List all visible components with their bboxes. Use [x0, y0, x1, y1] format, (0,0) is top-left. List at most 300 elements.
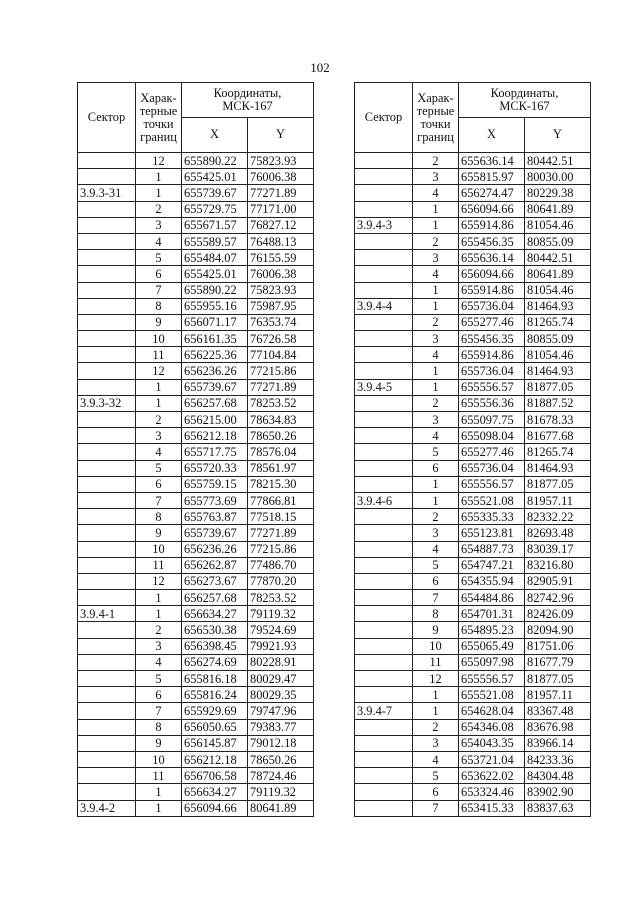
y-coordinate-cell: 80029.47	[248, 671, 314, 687]
table-row	[78, 476, 314, 492]
coordinates-header: Координаты, МСК-167	[459, 83, 591, 118]
y-coordinate-cell: 78724.46	[248, 768, 314, 784]
coordinates-header: Координаты, МСК-167	[182, 83, 314, 118]
table-row	[78, 169, 314, 185]
point-number-cell: 4	[413, 751, 459, 767]
x-coordinate-cell: 655521.08	[459, 492, 525, 508]
point-number-cell: 5	[413, 557, 459, 573]
x-coordinate-cell: 656236.26	[182, 541, 248, 557]
sector-cell	[78, 784, 136, 800]
y-coordinate-cell: 78650.26	[248, 751, 314, 767]
x-coordinate-cell: 655914.86	[459, 347, 525, 363]
y-coordinate-cell: 80641.89	[525, 266, 591, 282]
point-number-cell: 5	[136, 460, 182, 476]
table-row	[78, 217, 314, 233]
y-coordinate-cell: 83216.80	[525, 557, 591, 573]
y-coordinate-cell: 77215.86	[248, 541, 314, 557]
sector-cell	[78, 541, 136, 557]
table-row	[355, 444, 591, 460]
point-number-cell: 1	[136, 784, 182, 800]
x-coordinate-cell: 655556.57	[459, 379, 525, 395]
table-row	[355, 622, 591, 638]
y-coordinate-cell: 81877.05	[525, 671, 591, 687]
table-row	[355, 217, 591, 233]
point-number-cell: 9	[136, 314, 182, 330]
y-coordinate-cell: 81957.11	[525, 492, 591, 508]
table-row	[355, 298, 591, 314]
sector-cell: 3.9.3-31	[78, 185, 136, 201]
table-row	[355, 573, 591, 589]
point-number-cell: 9	[136, 525, 182, 541]
x-coordinate-cell: 655097.98	[459, 654, 525, 670]
table-row	[78, 233, 314, 249]
y-coordinate-cell: 77104.84	[248, 347, 314, 363]
table-row	[78, 428, 314, 444]
x-coordinate-cell: 655890.22	[182, 282, 248, 298]
sector-cell	[78, 590, 136, 606]
x-coordinate-cell: 656212.18	[182, 751, 248, 767]
sector-cell	[355, 687, 413, 703]
point-number-cell: 4	[413, 347, 459, 363]
table-row	[78, 509, 314, 525]
x-coordinate-cell: 655636.14	[459, 153, 525, 169]
y-coordinate-cell: 78576.04	[248, 444, 314, 460]
page-number: 102	[310, 60, 330, 75]
sector-cell	[355, 622, 413, 638]
point-number-cell: 1	[413, 687, 459, 703]
point-number-cell: 3	[136, 638, 182, 654]
table-row	[355, 541, 591, 557]
y-coordinate-cell: 79383.77	[248, 719, 314, 735]
point-number-cell: 2	[136, 622, 182, 638]
x-coordinate-cell: 655556.57	[459, 476, 525, 492]
sector-header: Сектор	[355, 83, 413, 153]
point-number-cell: 10	[413, 638, 459, 654]
sector-cell	[78, 654, 136, 670]
sector-cell	[355, 768, 413, 784]
x-coordinate-cell: 655277.46	[459, 314, 525, 330]
point-number-cell: 11	[136, 347, 182, 363]
point-number-cell: 1	[413, 363, 459, 379]
y-coordinate-cell: 82332.22	[525, 509, 591, 525]
sector-cell	[78, 735, 136, 751]
y-coordinate-cell: 77171.00	[248, 201, 314, 217]
sector-cell	[78, 703, 136, 719]
point-number-cell: 6	[136, 476, 182, 492]
table-row	[355, 703, 591, 719]
point-number-cell: 11	[136, 768, 182, 784]
y-coordinate-cell: 80228.91	[248, 654, 314, 670]
point-number-cell: 4	[413, 266, 459, 282]
x-coordinate-cell: 656094.66	[182, 800, 248, 816]
y-coordinate-cell: 81464.93	[525, 363, 591, 379]
point-number-cell: 4	[136, 444, 182, 460]
sector-cell: 3.9.4-4	[355, 298, 413, 314]
table-row	[355, 784, 591, 800]
x-coordinate-cell: 655759.15	[182, 476, 248, 492]
table-row	[355, 638, 591, 654]
table-row	[78, 201, 314, 217]
sector-cell	[78, 201, 136, 217]
y-coordinate-cell: 77271.89	[248, 525, 314, 541]
y-coordinate-cell: 75987.95	[248, 298, 314, 314]
y-coordinate-cell: 76006.38	[248, 266, 314, 282]
sector-cell	[78, 622, 136, 638]
table-row	[355, 671, 591, 687]
point-number-cell: 1	[413, 282, 459, 298]
y-coordinate-cell: 81678.33	[525, 412, 591, 428]
sector-cell	[78, 509, 136, 525]
x-coordinate-cell: 655425.01	[182, 266, 248, 282]
sector-cell	[355, 800, 413, 816]
y-coordinate-cell: 77215.86	[248, 363, 314, 379]
x-coordinate-cell: 655097.75	[459, 412, 525, 428]
table-row	[78, 622, 314, 638]
point-number-cell: 1	[413, 379, 459, 395]
y-coordinate-cell: 75823.93	[248, 153, 314, 169]
x-coordinate-cell: 655277.46	[459, 444, 525, 460]
sector-cell	[78, 671, 136, 687]
sector-cell	[355, 250, 413, 266]
x-coordinate-cell: 656274.47	[459, 185, 525, 201]
sector-cell	[78, 525, 136, 541]
point-number-cell: 1	[413, 201, 459, 217]
x-coordinate-cell: 655123.81	[459, 525, 525, 541]
point-number-cell: 1	[413, 298, 459, 314]
point-number-cell: 4	[413, 541, 459, 557]
point-number-cell: 1	[136, 800, 182, 816]
point-number-cell: 3	[413, 250, 459, 266]
x-coordinate-cell: 655717.75	[182, 444, 248, 460]
table-row	[78, 185, 314, 201]
sector-cell	[355, 412, 413, 428]
x-coordinate-cell: 656398.45	[182, 638, 248, 654]
y-coordinate-cell: 76006.38	[248, 169, 314, 185]
x-coordinate-cell: 655773.69	[182, 492, 248, 508]
y-coordinate-cell: 77866.81	[248, 492, 314, 508]
point-number-cell: 2	[413, 509, 459, 525]
sector-cell	[355, 266, 413, 282]
x-coordinate-cell: 655739.67	[182, 525, 248, 541]
sector-cell	[355, 347, 413, 363]
x-coordinate-cell: 656634.27	[182, 606, 248, 622]
y-coordinate-cell: 81751.06	[525, 638, 591, 654]
x-coordinate-cell: 655456.35	[459, 331, 525, 347]
y-coordinate-cell: 82426.09	[525, 606, 591, 622]
table-row	[355, 509, 591, 525]
x-coordinate-cell: 653622.02	[459, 768, 525, 784]
y-coordinate-cell: 80030.00	[525, 169, 591, 185]
x-coordinate-cell: 655589.57	[182, 233, 248, 249]
sector-cell	[78, 217, 136, 233]
x-coordinate-cell: 655736.04	[459, 363, 525, 379]
y-coordinate-cell: 78561.97	[248, 460, 314, 476]
y-coordinate-cell: 84233.36	[525, 751, 591, 767]
point-number-cell: 2	[413, 153, 459, 169]
table-row	[355, 606, 591, 622]
x-coordinate-cell: 656236.26	[182, 363, 248, 379]
sector-cell	[355, 719, 413, 735]
point-number-cell: 10	[136, 331, 182, 347]
sector-cell	[355, 654, 413, 670]
coordinates-table-right	[354, 82, 591, 817]
x-coordinate-cell: 654701.31	[459, 606, 525, 622]
x-coordinate-cell: 655521.08	[459, 687, 525, 703]
y-coordinate-cell: 78650.26	[248, 428, 314, 444]
table-row	[78, 573, 314, 589]
point-number-cell: 7	[136, 703, 182, 719]
x-coordinate-cell: 655720.33	[182, 460, 248, 476]
y-coordinate-cell: 77870.20	[248, 573, 314, 589]
y-coordinate-cell: 81464.93	[525, 298, 591, 314]
sector-cell	[78, 476, 136, 492]
x-coordinate-cell: 655763.87	[182, 509, 248, 525]
x-coordinate-cell: 655815.97	[459, 169, 525, 185]
y-coordinate-cell: 79119.32	[248, 784, 314, 800]
table-row	[355, 476, 591, 492]
y-coordinate-cell: 81054.46	[525, 347, 591, 363]
sector-cell	[78, 638, 136, 654]
x-coordinate-cell: 656225.36	[182, 347, 248, 363]
table-row	[355, 314, 591, 330]
y-coordinate-cell: 76827.12	[248, 217, 314, 233]
y-coordinate-cell: 81877.05	[525, 379, 591, 395]
y-coordinate-cell: 82094.90	[525, 622, 591, 638]
y-coordinate-cell: 77486.70	[248, 557, 314, 573]
y-coordinate-cell: 76488.13	[248, 233, 314, 249]
sector-cell	[355, 557, 413, 573]
table-row	[355, 363, 591, 379]
point-number-cell: 8	[136, 509, 182, 525]
x-coordinate-cell: 656212.18	[182, 428, 248, 444]
table-row	[355, 525, 591, 541]
sector-cell	[355, 525, 413, 541]
table-row	[78, 395, 314, 411]
sector-cell	[78, 719, 136, 735]
y-coordinate-cell: 83676.98	[525, 719, 591, 735]
y-coordinate-cell: 81054.46	[525, 217, 591, 233]
table-row	[78, 379, 314, 395]
sector-cell	[355, 363, 413, 379]
point-number-cell: 1	[136, 590, 182, 606]
sector-cell	[78, 428, 136, 444]
y-coordinate-cell: 79747.96	[248, 703, 314, 719]
points-header: Харак- терные точки границ	[413, 83, 459, 153]
point-number-cell: 1	[136, 395, 182, 411]
point-number-cell: 1	[413, 703, 459, 719]
point-number-cell: 6	[413, 573, 459, 589]
x-header: X	[182, 118, 248, 153]
x-coordinate-cell: 655914.86	[459, 217, 525, 233]
table-row	[78, 541, 314, 557]
sector-cell	[78, 379, 136, 395]
x-coordinate-cell: 654895.23	[459, 622, 525, 638]
y-coordinate-cell: 82693.48	[525, 525, 591, 541]
sector-cell: 3.9.4-6	[355, 492, 413, 508]
x-coordinate-cell: 655929.69	[182, 703, 248, 719]
y-header: Y	[525, 118, 591, 153]
sector-cell	[78, 233, 136, 249]
table-row	[78, 282, 314, 298]
sector-cell	[78, 314, 136, 330]
point-number-cell: 2	[136, 201, 182, 217]
point-number-cell: 4	[136, 233, 182, 249]
table-row	[78, 331, 314, 347]
sector-cell	[78, 282, 136, 298]
y-coordinate-cell: 81054.46	[525, 282, 591, 298]
x-coordinate-cell: 656145.87	[182, 735, 248, 751]
x-coordinate-cell: 656094.66	[459, 266, 525, 282]
y-coordinate-cell: 80029.35	[248, 687, 314, 703]
sector-cell	[355, 509, 413, 525]
point-number-cell: 5	[136, 671, 182, 687]
point-number-cell: 8	[136, 298, 182, 314]
sector-cell	[78, 687, 136, 703]
y-coordinate-cell: 81265.74	[525, 444, 591, 460]
sector-cell	[355, 153, 413, 169]
table-row	[355, 185, 591, 201]
table-row	[78, 590, 314, 606]
point-number-cell: 9	[413, 622, 459, 638]
x-coordinate-cell: 655890.22	[182, 153, 248, 169]
x-coordinate-cell: 656257.68	[182, 395, 248, 411]
table-row	[78, 784, 314, 800]
sector-header: Сектор	[78, 83, 136, 153]
table-row	[78, 606, 314, 622]
x-coordinate-cell: 653415.33	[459, 800, 525, 816]
y-header: Y	[248, 118, 314, 153]
table-row	[355, 282, 591, 298]
point-number-cell: 11	[136, 557, 182, 573]
sector-cell: 3.9.3-32	[78, 395, 136, 411]
table-row	[355, 169, 591, 185]
sector-cell	[355, 331, 413, 347]
x-coordinate-cell: 655736.04	[459, 298, 525, 314]
point-number-cell: 2	[413, 314, 459, 330]
sector-cell	[355, 541, 413, 557]
table-row	[78, 298, 314, 314]
y-coordinate-cell: 79012.18	[248, 735, 314, 751]
table-row	[78, 444, 314, 460]
table-row	[355, 800, 591, 816]
sector-cell: 3.9.4-3	[355, 217, 413, 233]
table-row	[78, 557, 314, 573]
y-coordinate-cell: 80641.89	[525, 201, 591, 217]
y-coordinate-cell: 84304.48	[525, 768, 591, 784]
y-coordinate-cell: 81677.68	[525, 428, 591, 444]
x-coordinate-cell: 656071.17	[182, 314, 248, 330]
sector-cell	[355, 314, 413, 330]
point-number-cell: 7	[136, 282, 182, 298]
x-coordinate-cell: 654887.73	[459, 541, 525, 557]
table-row	[78, 525, 314, 541]
x-coordinate-cell: 655556.57	[459, 671, 525, 687]
sector-cell	[78, 751, 136, 767]
point-number-cell: 6	[136, 266, 182, 282]
x-coordinate-cell: 656273.67	[182, 573, 248, 589]
x-coordinate-cell: 655456.35	[459, 233, 525, 249]
sector-cell	[355, 169, 413, 185]
table-row	[78, 735, 314, 751]
point-number-cell: 3	[413, 169, 459, 185]
y-coordinate-cell: 83837.63	[525, 800, 591, 816]
point-number-cell: 9	[136, 735, 182, 751]
point-number-cell: 6	[136, 687, 182, 703]
table-row	[355, 266, 591, 282]
point-number-cell: 5	[413, 444, 459, 460]
point-number-cell: 2	[136, 412, 182, 428]
sector-cell	[355, 444, 413, 460]
point-number-cell: 3	[136, 217, 182, 233]
sector-cell	[78, 573, 136, 589]
table-row	[78, 671, 314, 687]
y-coordinate-cell: 76353.74	[248, 314, 314, 330]
x-coordinate-cell: 655739.67	[182, 379, 248, 395]
point-number-cell: 11	[413, 654, 459, 670]
x-coordinate-cell: 655816.24	[182, 687, 248, 703]
table-row	[78, 460, 314, 476]
table-row	[355, 201, 591, 217]
point-number-cell: 12	[136, 153, 182, 169]
table-row	[355, 250, 591, 266]
table-row	[355, 379, 591, 395]
y-coordinate-cell: 83039.17	[525, 541, 591, 557]
sector-cell	[355, 476, 413, 492]
y-coordinate-cell: 83902.90	[525, 784, 591, 800]
sector-cell: 3.9.4-1	[78, 606, 136, 622]
table-row	[355, 492, 591, 508]
sector-cell	[78, 363, 136, 379]
table-row	[78, 768, 314, 784]
x-coordinate-cell: 655425.01	[182, 169, 248, 185]
sector-cell	[355, 590, 413, 606]
point-number-cell: 3	[413, 412, 459, 428]
point-number-cell: 12	[136, 363, 182, 379]
table-row	[78, 314, 314, 330]
point-number-cell: 3	[413, 735, 459, 751]
table-row	[355, 557, 591, 573]
sector-cell	[78, 557, 136, 573]
y-coordinate-cell: 76726.58	[248, 331, 314, 347]
x-coordinate-cell: 655739.67	[182, 185, 248, 201]
x-coordinate-cell: 656050.65	[182, 719, 248, 735]
table-row	[355, 460, 591, 476]
y-coordinate-cell: 81464.93	[525, 460, 591, 476]
sector-cell	[355, 784, 413, 800]
sector-cell	[78, 250, 136, 266]
table-row	[78, 250, 314, 266]
table-row	[78, 412, 314, 428]
x-coordinate-cell: 656257.68	[182, 590, 248, 606]
x-coordinate-cell: 654628.04	[459, 703, 525, 719]
x-coordinate-cell: 656161.35	[182, 331, 248, 347]
point-number-cell: 1	[413, 217, 459, 233]
sector-cell	[78, 768, 136, 784]
y-coordinate-cell: 81877.05	[525, 476, 591, 492]
sector-cell	[78, 460, 136, 476]
point-number-cell: 10	[136, 751, 182, 767]
sector-cell	[78, 266, 136, 282]
table-row	[355, 395, 591, 411]
table-row	[78, 703, 314, 719]
y-coordinate-cell: 79921.93	[248, 638, 314, 654]
table-row	[355, 233, 591, 249]
point-number-cell: 2	[413, 719, 459, 735]
point-number-cell: 8	[413, 606, 459, 622]
x-coordinate-cell: 656094.66	[459, 201, 525, 217]
sector-cell	[78, 492, 136, 508]
sector-cell	[78, 412, 136, 428]
